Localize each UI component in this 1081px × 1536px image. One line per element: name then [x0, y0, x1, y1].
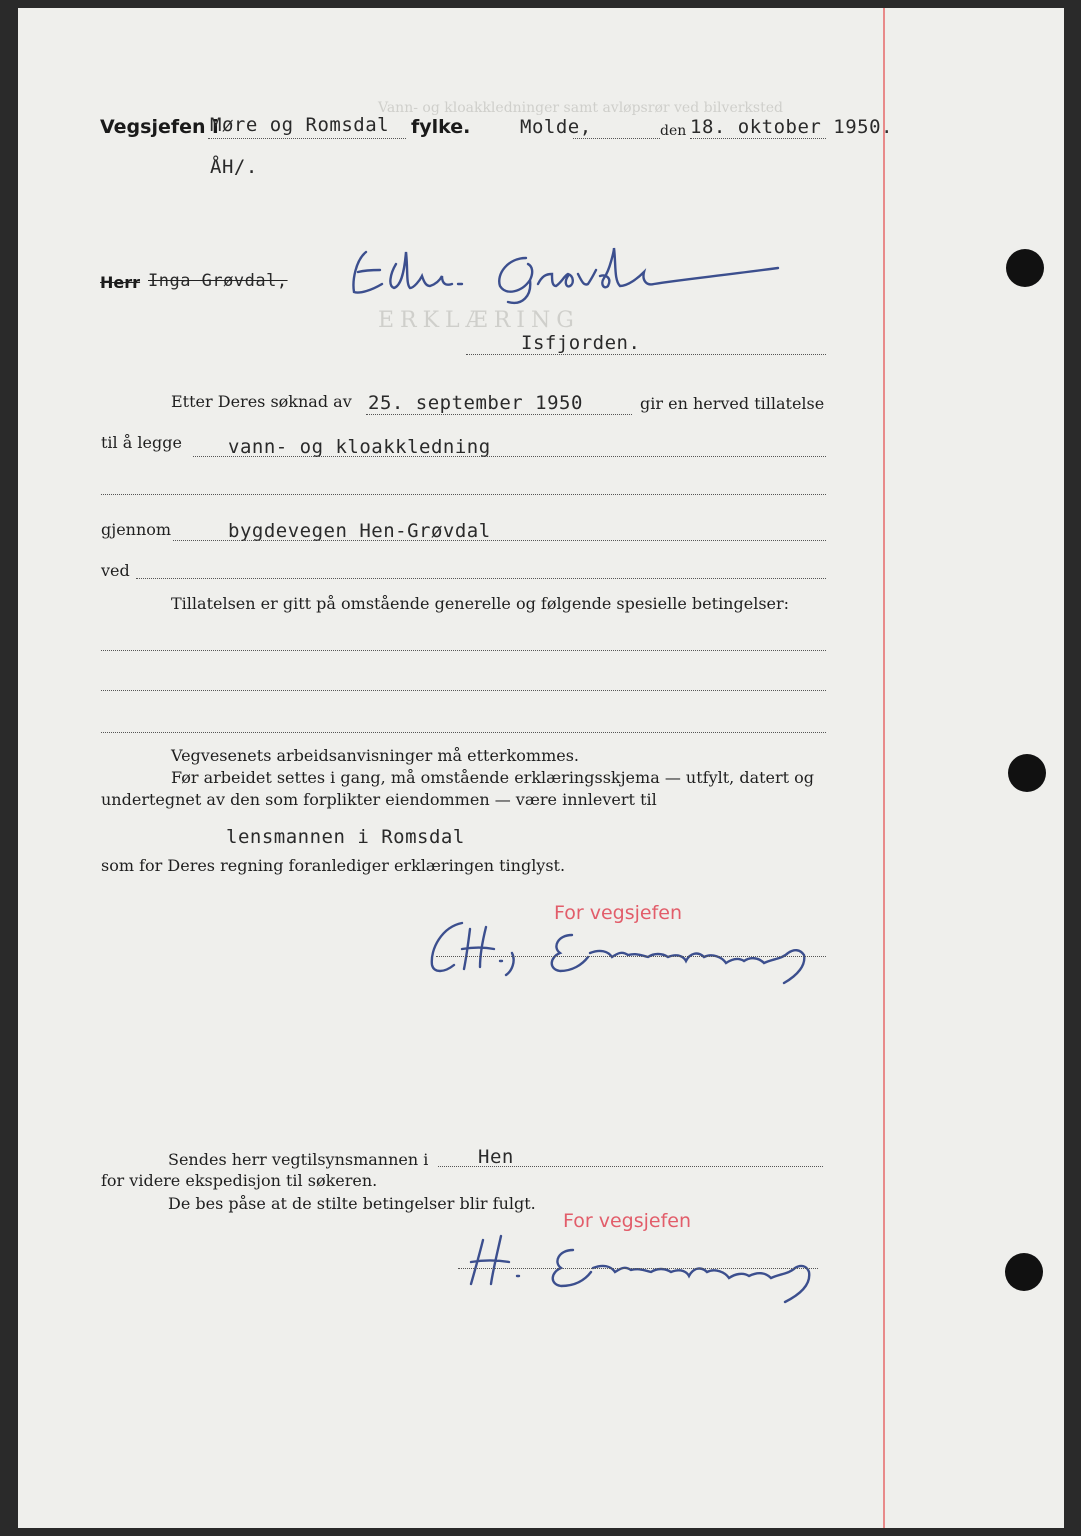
stamp-for-vegsjefen-2: For vegsjefen: [563, 1210, 692, 1232]
recipient-address: Isfjorden.: [521, 332, 641, 354]
lay-dotted-line-2: [101, 494, 826, 495]
authority-value: lensmannen i Romsdal: [226, 826, 465, 848]
punch-hole-top: [1006, 249, 1044, 287]
conditions-dotted-line-1: [101, 650, 826, 651]
instructions-line: Vegvesenets arbeidsanvisninger må etterkommes.: [171, 746, 580, 765]
signature-dotted-line-1: [436, 956, 826, 957]
date-dotted-line: [690, 138, 826, 139]
at-dotted-line: [136, 578, 826, 579]
through-value: bygdevegen Hen-Grøvdal: [228, 520, 491, 542]
bleed-through-text: Vann- og kloakkledninger samt avløpsrør ved bilverksted: [378, 100, 783, 116]
den-label: den: [660, 123, 687, 139]
registration-line: som for Deres regning foranlediger erklæringen tinglyst.: [101, 856, 566, 875]
county-value: Møre og Romsdal: [210, 114, 390, 136]
county-dotted-line: [208, 138, 406, 139]
document-page: [18, 8, 1064, 1528]
letter-date: 18. oktober 1950.: [690, 116, 893, 138]
declaration-line-1: Før arbeidet settes i gang, må omstående erklæringsskjema — utfylt, datert og: [171, 768, 815, 787]
send-value: Hen: [478, 1146, 514, 1168]
reference-code: ÅH/.: [210, 156, 258, 178]
crossed-out-name: Inga Grøvdal,: [148, 271, 288, 291]
punch-hole-middle: [1008, 754, 1046, 792]
intro-label: Etter Deres søknad av: [171, 392, 352, 411]
lay-value: vann- og kloakkledning: [228, 436, 491, 458]
handwritten-signature: [422, 913, 842, 988]
through-dotted-line: [173, 540, 826, 541]
send-dotted-line: [438, 1166, 823, 1167]
lay-label: til å legge: [101, 433, 182, 452]
application-date: 25. september 1950: [368, 392, 583, 414]
handwritten-recipient-name: [338, 240, 798, 310]
red-margin-line: [883, 8, 885, 1528]
conditions-text: Tillatelsen er gitt på omstående generelle og følgende spesielle betingelser:: [171, 594, 790, 613]
forward-line: for videre ekspedisjon til søkeren.: [101, 1171, 378, 1190]
handwritten-signature-2: [453, 1226, 833, 1306]
send-label: Sendes herr vegtilsynsmannen i: [168, 1150, 429, 1169]
lay-dotted-line: [193, 456, 826, 457]
place-dotted-line: [573, 138, 660, 139]
application-date-dotted-line: [366, 414, 632, 415]
signature-dotted-line-2: [458, 1268, 818, 1269]
address-dotted-line: [466, 354, 826, 355]
conditions-followed-line: De bes påse at de stilte betingelser blir fulgt.: [168, 1194, 536, 1213]
vegsjefen-label: Vegsjefen i: [100, 116, 219, 138]
grant-text: gir en herved tillatelse: [640, 394, 825, 413]
fylke-label: fylke.: [411, 116, 471, 138]
stamp-for-vegsjefen: For vegsjefen: [554, 902, 683, 924]
declaration-line-2: undertegnet av den som forplikter eiendommen — være innlevert til: [101, 790, 657, 809]
conditions-dotted-line-2: [101, 690, 826, 691]
through-label: gjennom: [101, 520, 172, 539]
bleed-through-text: ERKLÆRING: [378, 308, 580, 333]
punch-hole-bottom: [1005, 1253, 1043, 1291]
conditions-dotted-line-3: [101, 732, 826, 733]
place-value: Molde,: [520, 116, 592, 138]
herr-label: Herr: [100, 273, 141, 292]
at-label: ved: [101, 561, 130, 580]
